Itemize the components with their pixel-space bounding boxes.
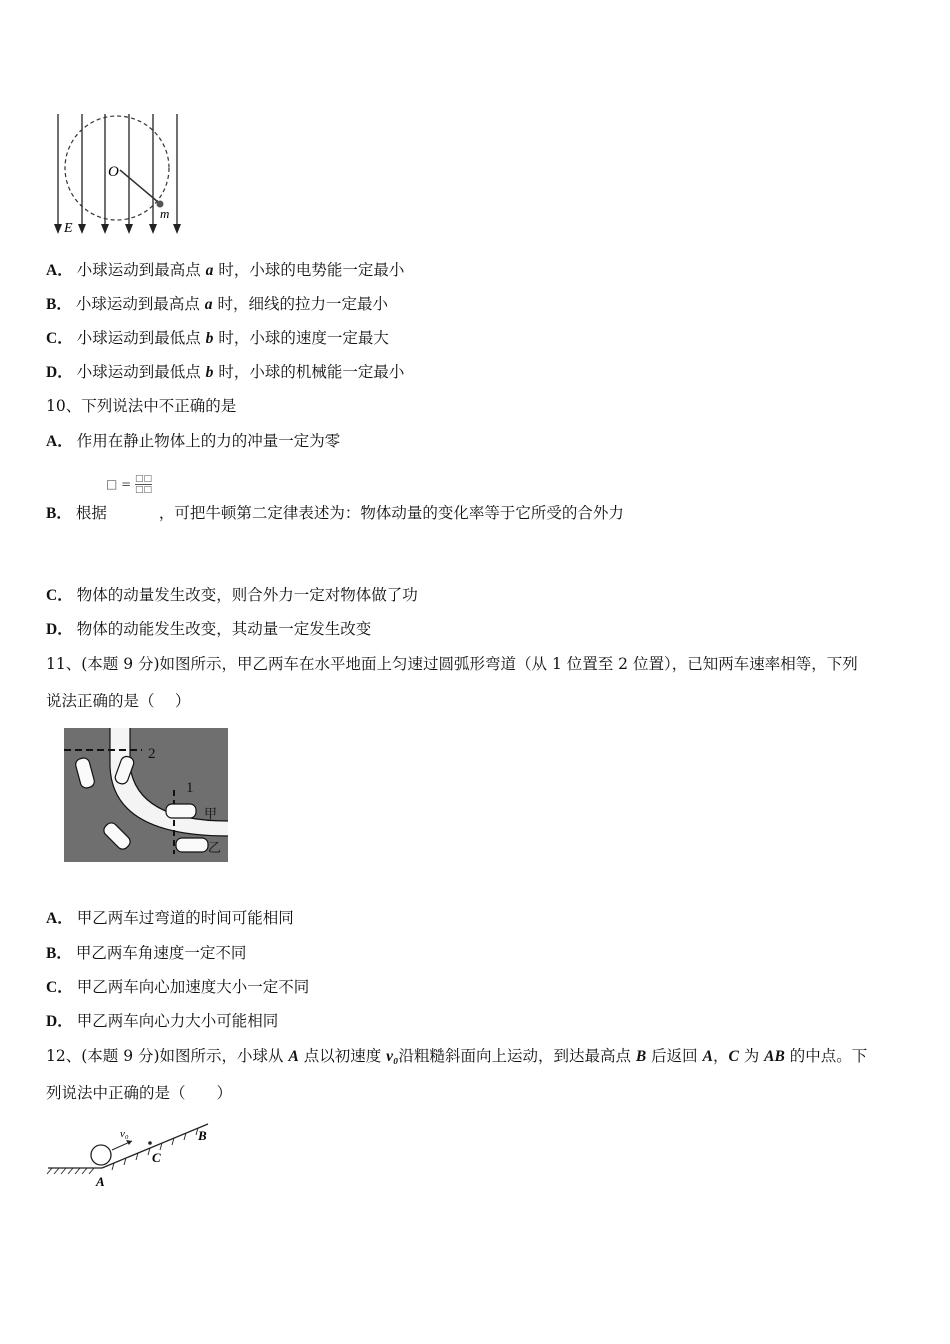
q11-car-yi-label: 乙 <box>208 841 222 856</box>
q10-option-d: D． 物体的动能发生改变，其动量一定发生改变 <box>46 620 372 638</box>
q9-option-c: C． 小球运动到最低点 b 时，小球的速度一定最大 <box>46 329 389 347</box>
q10-option-a: A． 作用在静止物体上的力的冲量一定为零 <box>46 432 341 450</box>
q10-option-b: B． 根据 ，可把牛顿第二定律表述为：物体动量的变化率等于它所受的合外力 <box>46 504 624 522</box>
q11-option-a: A． 甲乙两车过弯道的时间可能相同 <box>46 909 294 927</box>
q11-option-c: C． 甲乙两车向心加速度大小一定不同 <box>46 978 310 996</box>
q10-formula: □ = $\frac{□□}{□□}$ <box>106 474 153 495</box>
q9-mass-label: m <box>160 206 170 221</box>
q9-center-label: O <box>108 164 119 180</box>
q10-stem: 10、下列说法中不正确的是 <box>46 397 237 415</box>
q12-figure <box>44 1122 224 1194</box>
q12-c-label: C <box>152 1150 161 1165</box>
q11-stem-line1: 11、(本题 9 分)如图所示，甲乙两车在水平地面上匀速过圆弧形弯道（从 1 位置至 2 位置），已知两车速率相等，下列 <box>46 655 858 673</box>
q9-option-a: A． 小球运动到最高点 a 时，小球的电势能一定最小 <box>46 261 405 279</box>
q11-stem-line2: 说法正确的是（ ） <box>46 692 191 710</box>
q10-option-c: C． 物体的动量发生改变，则合外力一定对物体做了功 <box>46 586 418 604</box>
q12-a-label: A <box>96 1174 105 1189</box>
q12-b-label: B <box>198 1128 207 1143</box>
q11-option-d: D． 甲乙两车向心力大小可能相同 <box>46 1012 279 1030</box>
q9-option-b: B． 小球运动到最高点 a 时，细线的拉力一定最小 <box>46 295 388 313</box>
q11-pos1-label: 1 <box>186 780 194 796</box>
q12-v0-label: v₀ <box>120 1128 129 1140</box>
q12-stem-line2: 列说法中正确的是（ ） <box>46 1084 233 1102</box>
q11-car-jia-label: 甲 <box>204 807 218 822</box>
q12-stem-line1: 12、(本题 9 分)如图所示，小球从 A 点以初速度 v₀沿粗糙斜面向上运动，到达最高点 B 后返回 A，C 为 AB 的中点。下 <box>46 1047 868 1065</box>
q9-option-d: D． 小球运动到最低点 b 时，小球的机械能一定最小 <box>46 363 405 381</box>
q9-figure <box>50 112 190 240</box>
q11-figure <box>62 726 230 866</box>
q9-field-label: E <box>64 221 73 236</box>
q11-option-b: B． 甲乙两车角速度一定不同 <box>46 944 247 962</box>
q11-pos2-label: 2 <box>148 746 156 762</box>
